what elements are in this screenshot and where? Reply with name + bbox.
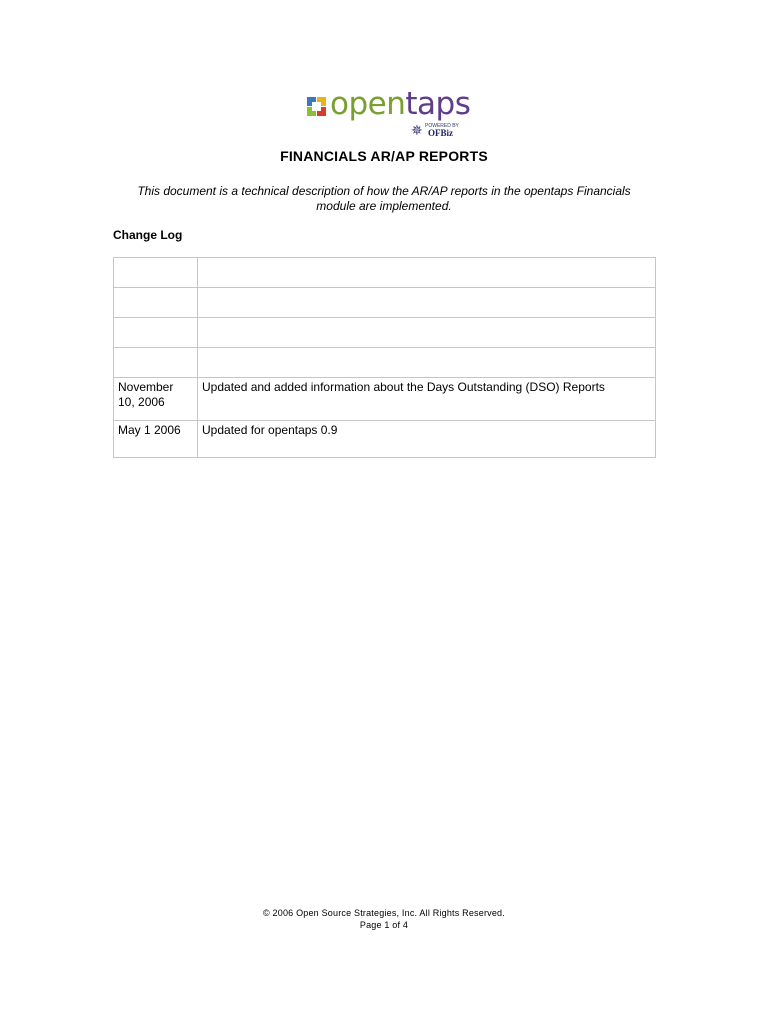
change-description-cell [198,288,656,318]
change-log-heading: Change Log [113,228,183,242]
table-row [114,318,656,348]
table-row [114,378,656,421]
change-date-cell [114,348,198,378]
change-date-cell: May 1 2006 [114,421,198,458]
logo-wordmark [330,86,470,122]
copyright-notice: © 2006 Open Source Strategies, Inc. All Rights Reserved. [263,908,505,918]
table-row [114,288,656,318]
change-date-line-2: 10, 2006 [118,395,165,409]
change-date-cell [114,258,198,288]
table-row [114,421,656,458]
ofbiz-star-icon: ✵ [411,122,423,138]
page-number: Page 1 of 4 [359,920,409,930]
opentaps-square-icon [307,97,326,116]
change-date-line-1: November [118,380,174,394]
change-description-cell [198,348,656,378]
change-description-cell [198,258,656,288]
logo-word-open: open [330,86,406,122]
change-date-cell [114,378,198,421]
powered-by-ofbiz [411,123,467,139]
opentaps-logo [307,86,471,138]
table-row [114,258,656,288]
change-description-cell [198,318,656,348]
document-intro [114,184,654,214]
change-date-cell [114,288,198,318]
intro-line-2: module are implemented. [316,199,452,213]
change-log-table [113,257,656,458]
intro-line-1: This document is a technical description of how the AR/AP reports in the opentaps Financials [137,184,631,198]
ofbiz-label: OFBiz [428,128,453,138]
page-footer [0,907,768,931]
change-description-cell: Updated and added information about the Days Outstanding (DSO) Reports [198,378,656,421]
table-row [114,348,656,378]
logo-word-taps: taps [405,86,471,122]
change-date-cell [114,318,198,348]
document-title: FINANCIALS AR/AP REPORTS [280,148,488,164]
change-description-cell: Updated for opentaps 0.9 [198,421,656,458]
powered-by-label: POWERED BY [425,123,459,129]
